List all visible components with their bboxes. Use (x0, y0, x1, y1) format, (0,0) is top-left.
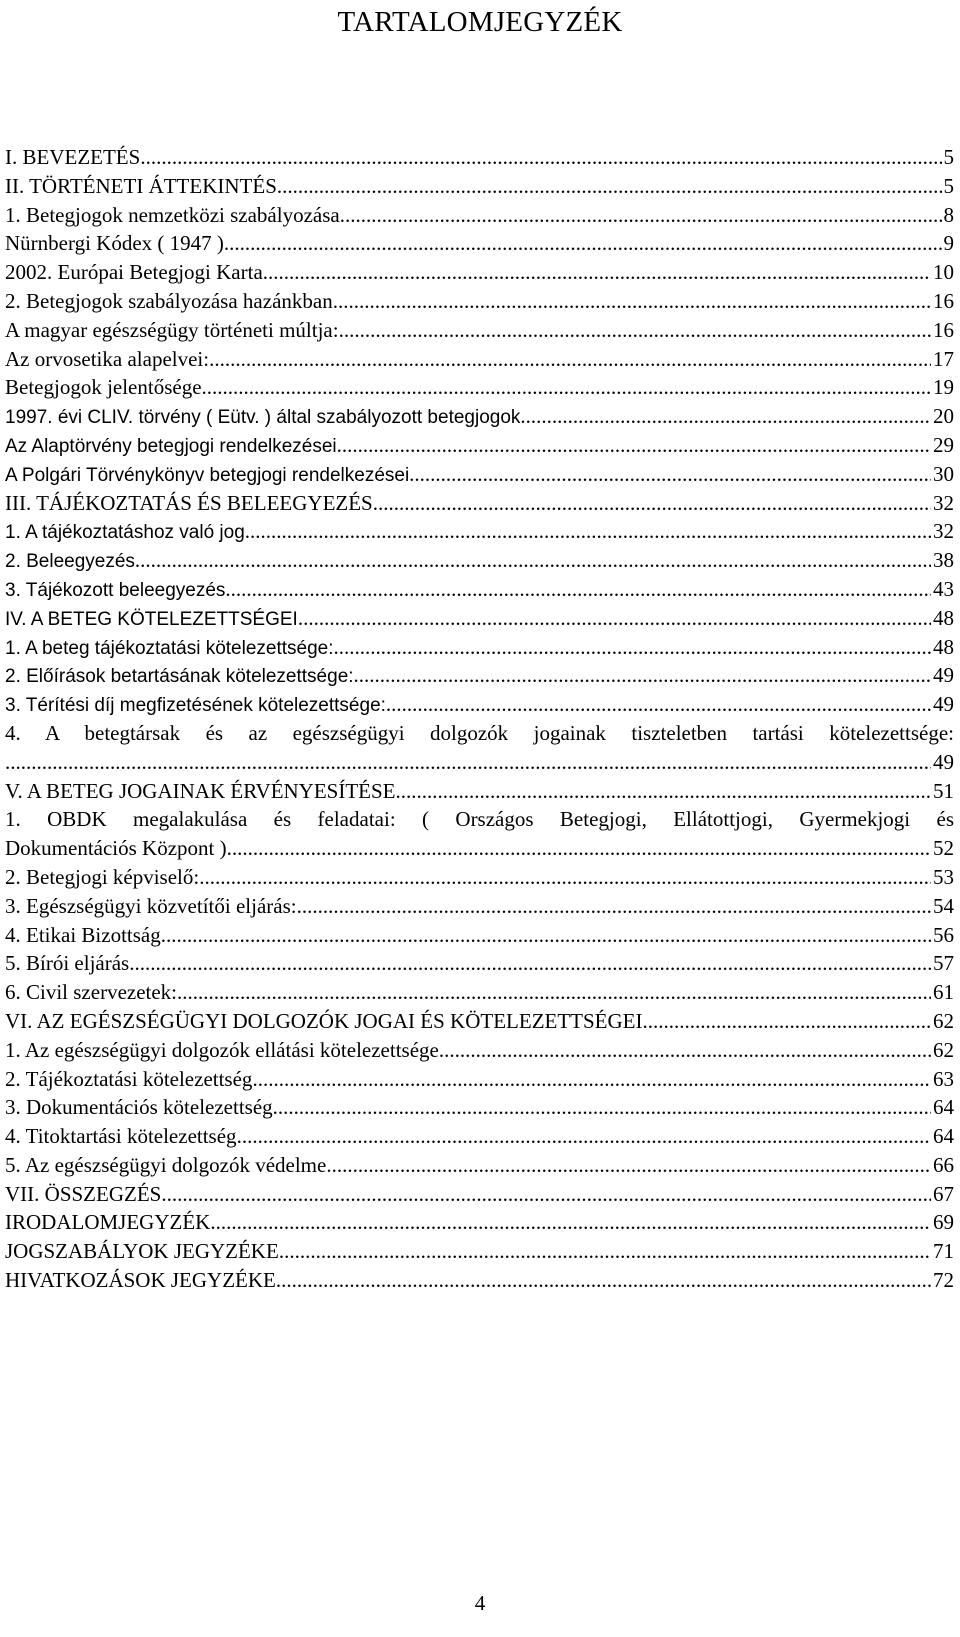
toc-entry-label: 1. A beteg tájékoztatási kötelezettsége: (5, 637, 334, 659)
toc-entry[interactable] (5, 661, 954, 690)
table-of-contents (5, 143, 954, 1295)
toc-entry[interactable] (5, 690, 954, 719)
toc-entry-label: 1. Betegjogok nemzetközi szabályozása (5, 202, 340, 227)
toc-page-number: 30 (933, 461, 954, 486)
toc-page-number: 48 (933, 634, 954, 659)
toc-entry[interactable] (5, 1007, 954, 1036)
toc-page-number: 64 (933, 1095, 954, 1120)
toc-entry-label: 5. Bírói eljárás (5, 951, 130, 976)
toc-leader-dots (252, 1065, 931, 1094)
toc-leader-dots (297, 892, 931, 921)
toc-leader-dots (340, 201, 942, 230)
toc-entry[interactable] (5, 1208, 954, 1237)
toc-entry[interactable] (5, 892, 954, 921)
toc-leader-dots (337, 431, 931, 460)
toc-entry-label: 2. Betegjogok szabályozása hazánkban (5, 288, 333, 313)
toc-entry-continuation[interactable] (5, 834, 954, 863)
toc-page-number: 52 (933, 836, 954, 861)
toc-entry-label: I. BEVEZETÉS (5, 145, 141, 169)
toc-leader-dots (326, 1151, 931, 1180)
toc-page-number: 20 (933, 404, 954, 429)
toc-page-number: 51 (933, 778, 954, 803)
toc-entry-label: Nürnbergi Kódex ( 1947 ) (5, 231, 224, 256)
toc-leader-dots (396, 777, 931, 806)
toc-leader-dots (276, 1266, 931, 1295)
toc-entry[interactable] (5, 1180, 954, 1209)
toc-leader-dots (161, 1180, 931, 1209)
page-number: 4 (474, 1591, 486, 1615)
toc-entry[interactable] (5, 546, 954, 575)
toc-page-number: 49 (933, 749, 954, 774)
toc-page-number: 67 (933, 1181, 954, 1206)
toc-entry[interactable] (5, 517, 954, 546)
toc-entry[interactable] (5, 633, 954, 662)
toc-leader-dots (237, 1122, 931, 1151)
toc-entry[interactable] (5, 949, 954, 978)
toc-entry-label: 1. Az egészségügyi dolgozók ellátási kötelezettsége (5, 1037, 439, 1062)
toc-leader-dots (263, 258, 931, 287)
toc-leader-dots (298, 604, 931, 633)
toc-entry[interactable] (5, 1266, 954, 1295)
toc-page-number: 64 (933, 1124, 954, 1149)
toc-leader-dots (224, 229, 942, 258)
toc-entry-label: VI. AZ EGÉSZSÉGÜGYI DOLGOZÓK JOGAI ÉS KÖTELEZETTSÉGEI (5, 1008, 643, 1033)
toc-entry[interactable] (5, 402, 954, 431)
toc-entry[interactable] (5, 345, 954, 374)
toc-page-number: 8 (943, 202, 954, 227)
toc-entry[interactable] (5, 1036, 954, 1065)
toc-leader-dots (277, 172, 942, 201)
toc-page-number: 61 (933, 980, 954, 1005)
toc-entry-label: 3. Térítési díj megfizetésének kötelezettsége: (5, 695, 386, 717)
toc-entry[interactable] (5, 229, 954, 258)
toc-leader-dots (409, 460, 931, 489)
toc-entry[interactable] (5, 143, 954, 172)
toc-entry-label: II. TÖRTÉNETI ÁTTEKINTÉS (5, 173, 277, 198)
toc-entry-label: A magyar egészségügy történeti múltja: (5, 317, 339, 342)
toc-entry-label: IRODALOMJEGYZÉK (5, 1210, 211, 1235)
toc-leader-dots (135, 546, 931, 575)
toc-entry[interactable] (5, 460, 954, 489)
toc-leader-dots (334, 633, 931, 662)
toc-entry-label: 3. Tájékozott beleegyezés (5, 579, 226, 601)
toc-page-number: 72 (933, 1268, 954, 1293)
toc-entry-label: IV. A BETEG KÖTELEZETTSÉGEI (5, 608, 298, 630)
toc-entry[interactable] (5, 258, 954, 287)
toc-page-number: 5 (943, 145, 954, 169)
toc-leader-dots (177, 978, 931, 1007)
toc-entry-label: A Polgári Törvénykönyv betegjogi rendelkezései (5, 464, 410, 486)
toc-page-number: 29 (933, 432, 954, 457)
toc-page-number: 57 (933, 951, 954, 976)
toc-page-number: 62 (933, 1008, 954, 1033)
toc-entry[interactable] (5, 172, 954, 201)
toc-page-number: 19 (933, 375, 954, 400)
toc-entry-label: 1997. évi CLIV. törvény ( Eütv. ) által szabályozott betegjogok (5, 407, 521, 429)
toc-entry-text-line1: 4. A betegtársak és az egészségügyi dolgozók jogainak tiszteletben tartási kötelezettsége: (5, 720, 954, 745)
toc-entry[interactable] (5, 575, 954, 604)
toc-page-number: 53 (933, 864, 954, 889)
toc-entry[interactable] (5, 921, 954, 950)
toc-entry-label: 3. Dokumentációs kötelezettség (5, 1095, 273, 1120)
toc-entry[interactable] (5, 287, 954, 316)
toc-entry[interactable] (5, 489, 954, 518)
toc-page-number: 48 (933, 605, 954, 630)
toc-entry[interactable] (5, 863, 954, 892)
toc-entry-multiline[interactable] (5, 719, 954, 748)
toc-entry-label: 5. Az egészségügyi dolgozók védelme (5, 1152, 327, 1177)
toc-entry-label: VII. ÖSSZEGZÉS (5, 1181, 162, 1206)
toc-leader-dots (225, 575, 931, 604)
toc-page-number: 49 (933, 663, 954, 688)
toc-entry-label: JOGSZABÁLYOK JEGYZÉKE (5, 1239, 279, 1264)
toc-entry-continuation[interactable] (5, 748, 954, 777)
toc-page-number: 49 (933, 692, 954, 717)
toc-leader-dots (386, 690, 931, 719)
toc-entry[interactable] (5, 1065, 954, 1094)
toc-page-number: 17 (933, 346, 954, 371)
toc-entry-label: 2002. Európai Betegjogi Karta (5, 260, 263, 285)
toc-leader-dots (202, 373, 931, 402)
toc-entry-label: V. A BETEG JOGAINAK ÉRVÉNYESÍTÉSE (5, 778, 396, 803)
toc-leader-dots (140, 143, 941, 172)
toc-leader-dots (161, 921, 931, 950)
toc-leader-dots (273, 1093, 931, 1122)
toc-page-number: 69 (933, 1210, 954, 1235)
document-title: TARTALOMJEGYZÉK (337, 6, 623, 38)
toc-entry[interactable] (5, 1237, 954, 1266)
toc-entry[interactable] (5, 1093, 954, 1122)
toc-entry-label: HIVATKOZÁSOK JEGYZÉKE (5, 1268, 276, 1293)
toc-leader-dots (373, 489, 931, 518)
toc-entry-multiline[interactable] (5, 805, 954, 834)
toc-entry-label: 2. Tájékoztatási kötelezettség (5, 1066, 253, 1091)
toc-page-number: 16 (933, 288, 954, 313)
toc-entry[interactable] (5, 1151, 954, 1180)
toc-entry-label: 4. Titoktartási kötelezettség (5, 1124, 237, 1149)
toc-entry-label: 2. Betegjogi képviselő: (5, 864, 200, 889)
toc-leader-dots (210, 1208, 931, 1237)
toc-page-number: 63 (933, 1066, 954, 1091)
toc-entry[interactable] (5, 373, 954, 402)
toc-leader-dots (5, 748, 931, 777)
toc-entry[interactable] (5, 201, 954, 230)
toc-page-number: 54 (933, 893, 954, 918)
toc-page-number: 38 (933, 548, 954, 573)
toc-leader-dots (227, 834, 931, 863)
toc-leader-dots (439, 1036, 931, 1065)
toc-leader-dots (245, 517, 931, 546)
toc-entry[interactable] (5, 316, 954, 345)
toc-page-number: 10 (933, 260, 954, 285)
toc-page-number: 56 (933, 922, 954, 947)
toc-entry-text-line1: 1. OBDK megalakulása és feladatai: ( Országos Betegjogi, Ellátottjogi, Gyermekjogi és (5, 807, 954, 832)
toc-entry-label: 1. A tájékoztatáshoz való jog (5, 522, 245, 544)
toc-entry-label: Dokumentációs Központ ) (5, 836, 227, 861)
toc-leader-dots (354, 661, 931, 690)
toc-page-number: 32 (933, 519, 954, 544)
toc-page-number: 43 (933, 576, 954, 601)
toc-leader-dots (520, 402, 931, 431)
toc-entry[interactable] (5, 431, 954, 460)
toc-leader-dots (333, 287, 931, 316)
toc-entry-label: Az orvosetika alapelvei: (5, 346, 210, 371)
toc-entry-label: Az Alaptörvény betegjogi rendelkezései (5, 435, 337, 457)
toc-entry-label: 2. Előírások betartásának kötelezettsége: (5, 666, 354, 688)
toc-page-number: 9 (943, 231, 954, 256)
toc-page-number: 16 (933, 317, 954, 342)
toc-entry[interactable] (5, 604, 954, 633)
toc-leader-dots (279, 1237, 931, 1266)
toc-entry[interactable] (5, 777, 954, 806)
toc-page-number: 71 (933, 1239, 954, 1264)
toc-page-number: 5 (943, 173, 954, 198)
toc-entry-label: 4. Etikai Bizottság (5, 922, 161, 947)
toc-leader-dots (209, 345, 931, 374)
toc-entry-label: 6. Civil szervezetek: (5, 980, 178, 1005)
toc-entry-label: 3. Egészségügyi közvetítői eljárás: (5, 893, 297, 918)
toc-entry[interactable] (5, 1122, 954, 1151)
toc-page-number: 66 (933, 1152, 954, 1177)
toc-leader-dots (129, 949, 931, 978)
toc-leader-dots (199, 863, 931, 892)
toc-entry[interactable] (5, 978, 954, 1007)
toc-entry-label: Betegjogok jelentősége (5, 375, 202, 400)
toc-entry-label: 2. Beleegyezés (5, 551, 135, 573)
toc-leader-dots (643, 1007, 932, 1036)
toc-page-number: 62 (933, 1037, 954, 1062)
toc-leader-dots (339, 316, 931, 345)
toc-entry-label: III. TÁJÉKOZTATÁS ÉS BELEEGYEZÉS (5, 490, 373, 515)
toc-page-number: 32 (933, 490, 954, 515)
